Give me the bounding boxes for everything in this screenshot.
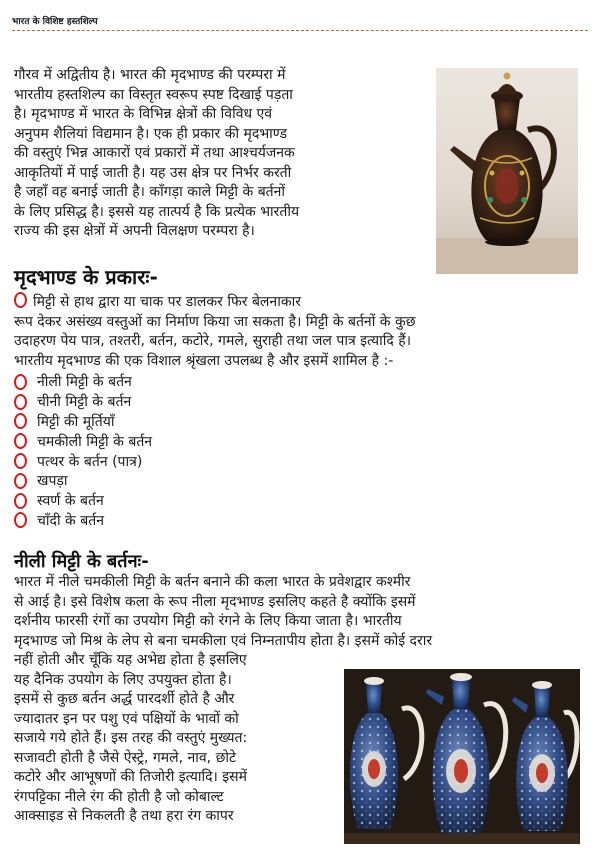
blue-line: कटोरे और आभूषणों की तिजोरी इत्यादि। इसमें [14, 769, 248, 785]
ewer-photo [436, 68, 578, 274]
blue-line: ज्यादातर इन पर पशु एवं पक्षियों के भावों को [14, 710, 239, 727]
blue-pottery-photo [344, 669, 580, 844]
blue-line: इसमें से कुछ बर्तन अर्द्ध पारदर्शी होते है और [14, 691, 235, 707]
bullet-ring-icon [14, 512, 27, 528]
blue-ewers-illustration [344, 669, 580, 844]
blue-line: रंगपट्टिका नीले रंग की होती है जो कोबाल्ट [14, 788, 224, 805]
types-intro-first-line [14, 292, 584, 313]
intro-line: भारतीय हस्तशिल्प का विस्तृत स्वरूप स्पष्ट दिखाई पड़ता [14, 86, 293, 103]
bullet-ring-icon [14, 374, 27, 390]
intro-line: के लिए प्रसिद्ध है। इससे यह तात्पर्य है कि प्रत्येक भारतीय [14, 203, 300, 220]
pottery-types-list [14, 372, 152, 530]
blue-line: से आई है। इसे विशेष कला के रूप नीला मृदभाण्ड इसलिए कहते है क्योंकि इसमें [14, 593, 416, 610]
list-item-label: नीली मिट्टी के बर्तन [37, 374, 132, 391]
bullet-ring-icon [14, 413, 27, 429]
list-item [14, 471, 152, 491]
blue-line: यह दैनिक उपयोग के लिए उपयुक्त होता है। [14, 671, 232, 688]
intro-line: है। मृदभाण्ड में भारत के विभिन्न क्षेत्रों की विविध एवं [14, 106, 273, 122]
running-header: भारत के विशिष्ट हस्तशिल्प [12, 14, 588, 31]
blue-line: सजावटी होती है जैसे ऐस्ट्रे, गमले, नाव, छोटे [14, 749, 237, 766]
bullet-ring-icon [14, 453, 27, 469]
list-item-label: चीनी मिट्टी के बर्तन [37, 394, 132, 411]
list-item [14, 511, 152, 531]
blue-pottery-heading: नीली मिट्टी के बर्तनः- [14, 551, 149, 572]
bullet-ring-icon [14, 493, 27, 509]
list-item [14, 431, 152, 451]
blue-line: मृदभाण्ड जो मिश्र के लेप से बना चमकीला एवं निम्नतापीय होता है। इसमें कोई दरार [14, 632, 433, 649]
list-item-label: पत्थर के बर्तन (पात्र) [37, 453, 143, 470]
ewer-illustration [436, 68, 578, 274]
list-item-label: स्वर्ण के बर्तन [37, 493, 104, 510]
list-item-label: मिट्टी की मूर्तियाँ [37, 413, 115, 430]
list-item [14, 392, 152, 412]
intro-paragraph [14, 66, 417, 242]
types-intro-paragraph [14, 292, 584, 371]
intro-line: अनुपम शैलियां विद्यमान है। एक ही प्रकार की मृदभाण्ड [14, 125, 287, 142]
types-intro-line: रूप देकर असंख्य वस्तुओं का निर्माण किया जा सकता है। मिट्टी के बर्तनों के कुछ [14, 313, 416, 330]
intro-line: है जहाँ वह बनाई जाती है। काँगड़ा काले मिट्टी के बर्तनों [14, 184, 286, 200]
list-item-label: चमकीली मिट्टी के बर्तन [37, 433, 153, 450]
intro-line: आकृतियों में पाई जाती है। यह उस क्षेत्र पर निर्भर करती [14, 164, 292, 181]
list-item [14, 491, 152, 511]
blue-line: नहीं होती और चूँकि यह अभेद्य होता है इसलिए [14, 652, 247, 668]
list-item [14, 412, 152, 432]
intro-line: की वस्तुएं भिन्न आकारों एवं प्रकारों में तथा आश्चर्यजनक [14, 145, 295, 161]
types-heading: मृदभाण्ड के प्रकारः- [14, 265, 158, 289]
bullet-ring-icon [14, 433, 27, 449]
blue-pottery-paragraph [14, 573, 584, 651]
list-item-label: चाँदी के बर्तन [37, 512, 104, 529]
bullet-ring-icon [14, 473, 27, 489]
blue-pottery-paragraph-narrow [14, 651, 336, 827]
intro-line: गौरव में अद्वितीय है। भारत की मृदभाण्ड की परम्परा में [14, 67, 286, 83]
bullet-ring-icon [14, 394, 27, 410]
blue-line: सजाये गये होते हैं। इस तरह की वस्तुएं मुख्यत: [14, 730, 248, 746]
blue-line: दर्शनीय फारसी रंगों का उपयोग मिट्टी को रंगने के लिए किया जाता है। भारतीय [14, 613, 402, 629]
list-item [14, 372, 152, 392]
types-intro-line: भारतीय मृदभाण्ड की एक विशाल श्रृंखला उपलब्ध है और इसमें शामिल है :- [14, 352, 394, 369]
types-intro-text: मिट्टी से हाथ द्वारा या चाक पर डालकर फिर बेलनाकार [33, 294, 301, 310]
types-intro-line: उदाहरण पेय पात्र, तश्तरी, बर्तन, कटोरे, गमले, सुराही तथा जल पात्र इत्यादि हैं। [14, 333, 412, 349]
list-item [14, 451, 152, 471]
blue-line: भारत में नीले चमकीली मिट्टी के बर्तन बनाने की कला भारत के प्रवेशद्वार कश्मीर [14, 574, 411, 590]
list-item-label: खपड़ा [37, 473, 68, 490]
bullet-ring-icon [14, 292, 27, 308]
intro-line: राज्य की इस क्षेत्रों में अपनी विलक्षण परम्परा है। [14, 223, 255, 239]
blue-line: आक्साइड से निकलती है तथा हरा रंग कापर [14, 808, 234, 824]
